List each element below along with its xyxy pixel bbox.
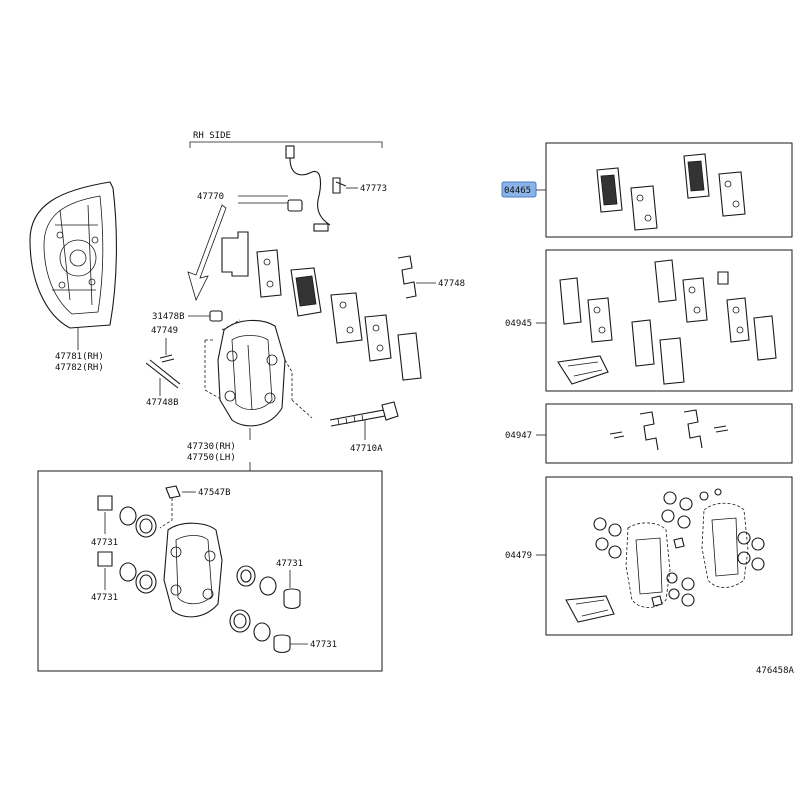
caliper-bolt[interactable] [292, 400, 398, 454]
plug-label: 31478B [152, 312, 185, 322]
kit-04945[interactable] [505, 250, 792, 391]
seal-label-bottom-right: 47731 [310, 640, 338, 650]
shield-label-rh2: 47782(RH) [55, 363, 104, 373]
kit-04947-label: 04947 [505, 431, 533, 441]
sensor-clip[interactable] [333, 178, 387, 194]
kit-04465[interactable] [502, 143, 792, 237]
caliper-assembly[interactable] [187, 320, 292, 463]
clip-label: 47773 [360, 184, 388, 194]
pin-47749[interactable] [151, 326, 178, 362]
bleeder-label: 47547B [198, 488, 231, 498]
spring-label: 47748 [438, 279, 466, 289]
pin-47749-label: 47749 [151, 326, 179, 336]
kit-04479-label: 04479 [505, 551, 533, 561]
caliper-detail-box [38, 462, 382, 671]
seal-label-top-left: 47731 [91, 538, 119, 548]
pad-spring[interactable] [398, 256, 465, 298]
bolt-label: 47710A [350, 444, 383, 454]
rh-side-label: RH SIDE [193, 131, 231, 141]
pin-47748b[interactable] [146, 360, 180, 408]
shield-label-rh1: 47781(RH) [55, 352, 104, 362]
seal-label-top-right: 47731 [276, 559, 304, 569]
caliper-label-lh: 47750(LH) [187, 453, 236, 463]
seal-label-bottom-left: 47731 [91, 593, 119, 603]
sensor-label: 47770 [197, 192, 225, 202]
rh-side-bracket [190, 131, 382, 148]
kit-04947[interactable] [505, 404, 792, 463]
caliper-label-rh: 47730(RH) [187, 442, 236, 452]
pin-47748b-label: 47748B [146, 398, 179, 408]
kit-04465-label[interactable]: 04465 [504, 186, 532, 196]
caliper-plug[interactable] [152, 311, 222, 322]
kit-04479[interactable] [505, 477, 792, 635]
kit-04945-label: 04945 [505, 319, 533, 329]
figure-code: 476458A [756, 666, 794, 676]
dust-shield[interactable] [30, 182, 116, 373]
